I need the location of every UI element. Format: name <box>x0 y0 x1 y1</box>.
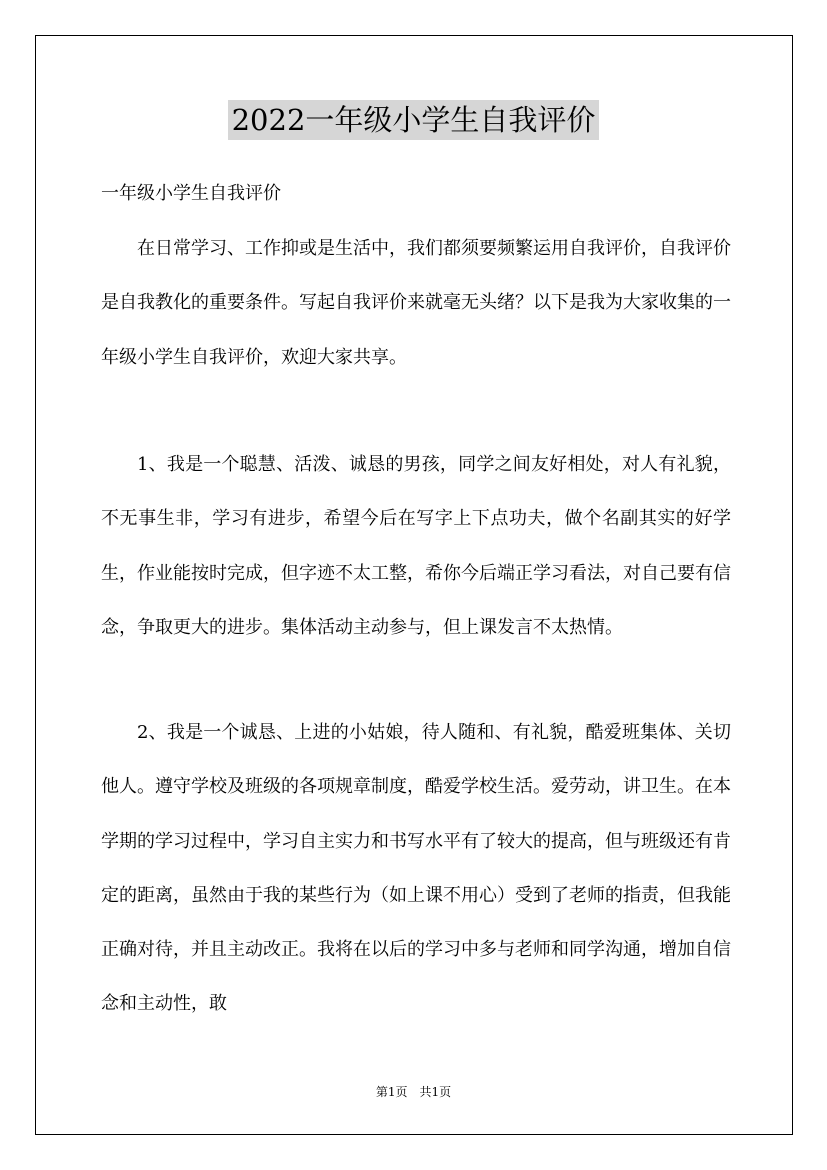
page-number-current: 第1页 <box>375 1085 408 1099</box>
page-number-total: 共1页 <box>419 1085 452 1099</box>
title-container <box>0 100 827 140</box>
document-title: 2022一年级小学生自我评价 <box>228 100 600 140</box>
document-subtitle: 一年级小学生自我评价 <box>101 183 281 204</box>
page-footer <box>0 1084 827 1100</box>
paragraph-evaluation-2: 2、我是一个诚恳、上进的小姑娘，待人随和、有礼貌，酷爱班集体、关切他人。遵守学校及班级的各项规章制度，酷爱学校生活。爱劳动，讲卫生。在本学期的学习过程中，学习自主实力和书写水平有了较大的提高，但与班级还有肯定的距离，虽然由于我的某些行为（如上课不用心）受到了老师的指责，但我能正确对待，并且主动改正。我将在以后的学习中多与老师和同学沟通，增加自信念和主动性，敢 <box>101 722 731 1015</box>
paragraph-intro: 在日常学习、工作抑或是生活中，我们都须要频繁运用自我评价，自我评价是自我教化的重要条件。写起自我评价来就毫无头绪？以下是我为大家收集的一年级小学生自我评价，欢迎大家共享。 <box>101 238 731 368</box>
paragraph-evaluation-1: 1、我是一个聪慧、活泼、诚恳的男孩，同学之间友好相处，对人有礼貌，不无事生非，学习有进步，希望今后在写字上下点功夫，做个名副其实的好学生，作业能按时完成，但字迹不太工整，希你今后端正学习看法，对自己要有信念，争取更大的进步。集体活动主动参与，但上课发言不太热情。 <box>101 454 731 638</box>
